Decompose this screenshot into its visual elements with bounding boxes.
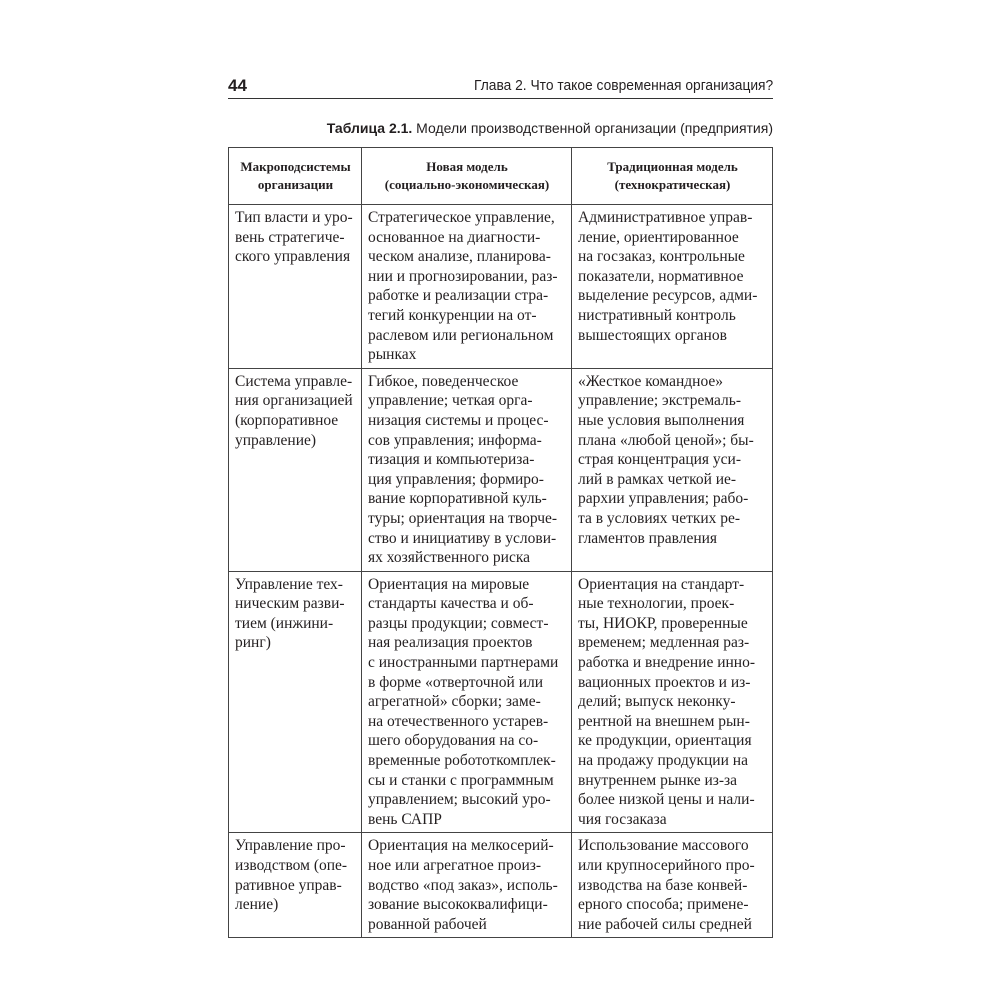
table-cell <box>229 368 362 571</box>
cell-line: туры; ориентация на творче- <box>368 509 558 527</box>
cell-line: ерного способа; примене- <box>578 896 749 914</box>
cell-line: Гибкое, поведенческое <box>368 372 519 390</box>
table-caption <box>327 120 773 136</box>
cell-line: делий; выпуск неконку- <box>578 693 736 711</box>
cell-line: ство и инициативу в услови- <box>368 529 557 547</box>
cell-line: Ориентация на стандарт- <box>578 575 745 593</box>
models-table <box>228 147 773 938</box>
cell-line: ная реализация проектов <box>368 634 533 652</box>
cell-line: ях хозяйственного риска <box>368 549 531 567</box>
cell-line: рынках <box>368 346 417 364</box>
cell-line: с иностранными партнерами <box>368 654 559 672</box>
table-row <box>229 368 773 571</box>
cell-line: ке продукции, ориентация <box>578 732 752 750</box>
cell-line: раслевом или региональном <box>368 326 554 344</box>
cell-line: (технократическая) <box>614 177 731 192</box>
table-header-row <box>229 148 773 205</box>
cell-line: более низкой цены и нали- <box>578 791 755 809</box>
table-cell <box>362 571 572 833</box>
cell-line: ние рабочей силы средней <box>578 915 752 933</box>
cell-line: вышестоящих органов <box>578 326 727 344</box>
cell-line: тием (инжини- <box>235 614 334 632</box>
cell-line: тизация и компьютериза- <box>368 451 535 469</box>
cell-line: водство «под заказ», исполь- <box>368 876 558 894</box>
cell-line: на продажу продукции на <box>578 752 748 770</box>
cell-line: Стратегическое управление, <box>368 209 555 226</box>
cell-line: ческом анализе, планирова- <box>368 248 551 266</box>
running-header <box>228 74 773 99</box>
cell-line: внутреннем рынке из-за <box>578 771 738 789</box>
cell-line: временные робототкомплек- <box>368 752 556 770</box>
cell-line: (социально-экономическая) <box>384 177 550 192</box>
cell-line: вень САПР <box>368 810 442 828</box>
cell-line: ция управления; формиро- <box>368 470 544 488</box>
cell-line: ное или агрегатное произ- <box>368 857 542 874</box>
cell-line: организации <box>257 177 334 192</box>
cell-line: выделение ресурсов, адми- <box>578 287 758 305</box>
cell-line: рентной на внешнем рын- <box>578 712 750 730</box>
caption-label: Таблица 2.1. <box>326 120 413 136</box>
cell-line: сы и станки с программным <box>368 771 554 789</box>
cell-line: показатели, нормативное <box>578 267 744 285</box>
table-body <box>229 205 773 938</box>
cell-line: низация системы и процес- <box>368 411 549 429</box>
column-header <box>572 148 773 205</box>
cell-line: ринг) <box>235 634 271 652</box>
caption-text: Модели производственной организации (предприятия) <box>412 120 773 136</box>
cell-line: (корпоративное <box>235 411 339 429</box>
cell-line: основанное на диагности- <box>368 228 541 246</box>
cell-line: управление; экстремаль- <box>578 392 742 410</box>
table-cell <box>572 368 773 571</box>
cell-line: Новая модель <box>426 159 508 174</box>
cell-line: стандарты качества и об- <box>368 595 534 613</box>
cell-line: тегий конкуренции на от- <box>368 306 537 324</box>
cell-line: вационных проектов и из- <box>578 673 751 691</box>
chapter-title: Глава 2. Что такое современная организация? <box>473 77 773 94</box>
cell-line: управлением; высокий уро- <box>368 791 551 809</box>
table-row <box>229 833 773 938</box>
cell-line: ского управления <box>235 248 351 266</box>
cell-line: рованной рабочей <box>368 915 487 933</box>
cell-line: рархии управления; рабо- <box>578 490 749 508</box>
table-cell <box>229 833 362 938</box>
cell-line: нии и прогнозировании, раз- <box>368 267 558 285</box>
column-header <box>229 148 362 205</box>
cell-line: на отечественного устарев- <box>368 712 549 730</box>
cell-line: плана «любой ценой»; бы- <box>578 431 754 449</box>
cell-line: ление, ориентированное <box>578 228 739 246</box>
cell-line: Система управле- <box>235 372 353 390</box>
cell-line: ные технологии, проек- <box>578 595 735 613</box>
cell-line: Традиционная модель <box>607 159 738 174</box>
column-header <box>362 148 572 205</box>
cell-line: зование высококвалифици- <box>368 896 548 914</box>
cell-line: Тип власти и уро- <box>235 209 353 226</box>
cell-line: управление; четкая орга- <box>368 392 533 410</box>
table-cell <box>362 368 572 571</box>
cell-line: работке и реализации стра- <box>368 287 549 305</box>
cell-line: разцы продукции; совмест- <box>368 614 549 632</box>
cell-line: вень стратегиче- <box>235 228 345 246</box>
page-number: 44 <box>228 76 247 95</box>
cell-line: на госзаказ, контрольные <box>578 248 745 266</box>
table-cell <box>572 205 773 369</box>
cell-line: ния организацией <box>235 392 353 410</box>
table-cell <box>362 833 572 938</box>
table-cell <box>572 833 773 938</box>
cell-line: временем; медленная раз- <box>578 634 750 652</box>
cell-line: та в условиях четких ре- <box>578 509 741 527</box>
cell-line: шего оборудования на со- <box>368 732 539 750</box>
cell-line: Макроподсистемы <box>240 159 351 174</box>
table-row <box>229 571 773 833</box>
cell-line: ративное управ- <box>235 876 342 894</box>
cell-line: вание корпоративной куль- <box>368 490 547 508</box>
cell-line: сов управления; информа- <box>368 431 542 449</box>
cell-line: ты, НИОКР, проверенные <box>578 614 748 632</box>
cell-line: работка и внедрение инно- <box>578 654 756 672</box>
cell-line: Ориентация на мировые <box>368 575 530 593</box>
cell-line: чия госзаказа <box>578 810 667 828</box>
cell-line: изводства на базе конвей- <box>578 876 748 894</box>
cell-line: ническим разви- <box>235 595 345 613</box>
cell-line: или крупносерийного про- <box>578 857 755 874</box>
cell-line: страя концентрация уси- <box>578 451 742 469</box>
cell-line: Управление про- <box>235 837 346 855</box>
cell-line: Административное управ- <box>578 209 753 226</box>
cell-line: Использование массового <box>578 837 749 855</box>
cell-line: Ориентация на мелкосерий- <box>368 837 554 855</box>
table-cell <box>362 205 572 369</box>
cell-line: нистративный контроль <box>578 306 736 324</box>
table-cell <box>229 571 362 833</box>
table-cell <box>229 205 362 369</box>
cell-line: «Жесткое командное» <box>578 372 724 390</box>
cell-line: ление) <box>235 896 279 914</box>
cell-line: изводством (опе- <box>235 857 348 874</box>
cell-line: управление) <box>235 431 317 449</box>
table-cell <box>572 571 773 833</box>
cell-line: агрегатной» сборки; заме- <box>368 693 541 711</box>
cell-line: Управление тех- <box>235 575 343 593</box>
cell-line: гламентов правления <box>578 529 718 547</box>
table-row <box>229 205 773 369</box>
cell-line: ные условия выполнения <box>578 411 745 429</box>
cell-line: лий в рамках четкой ие- <box>578 470 737 488</box>
cell-line: в форме «отверточной или <box>368 673 544 691</box>
